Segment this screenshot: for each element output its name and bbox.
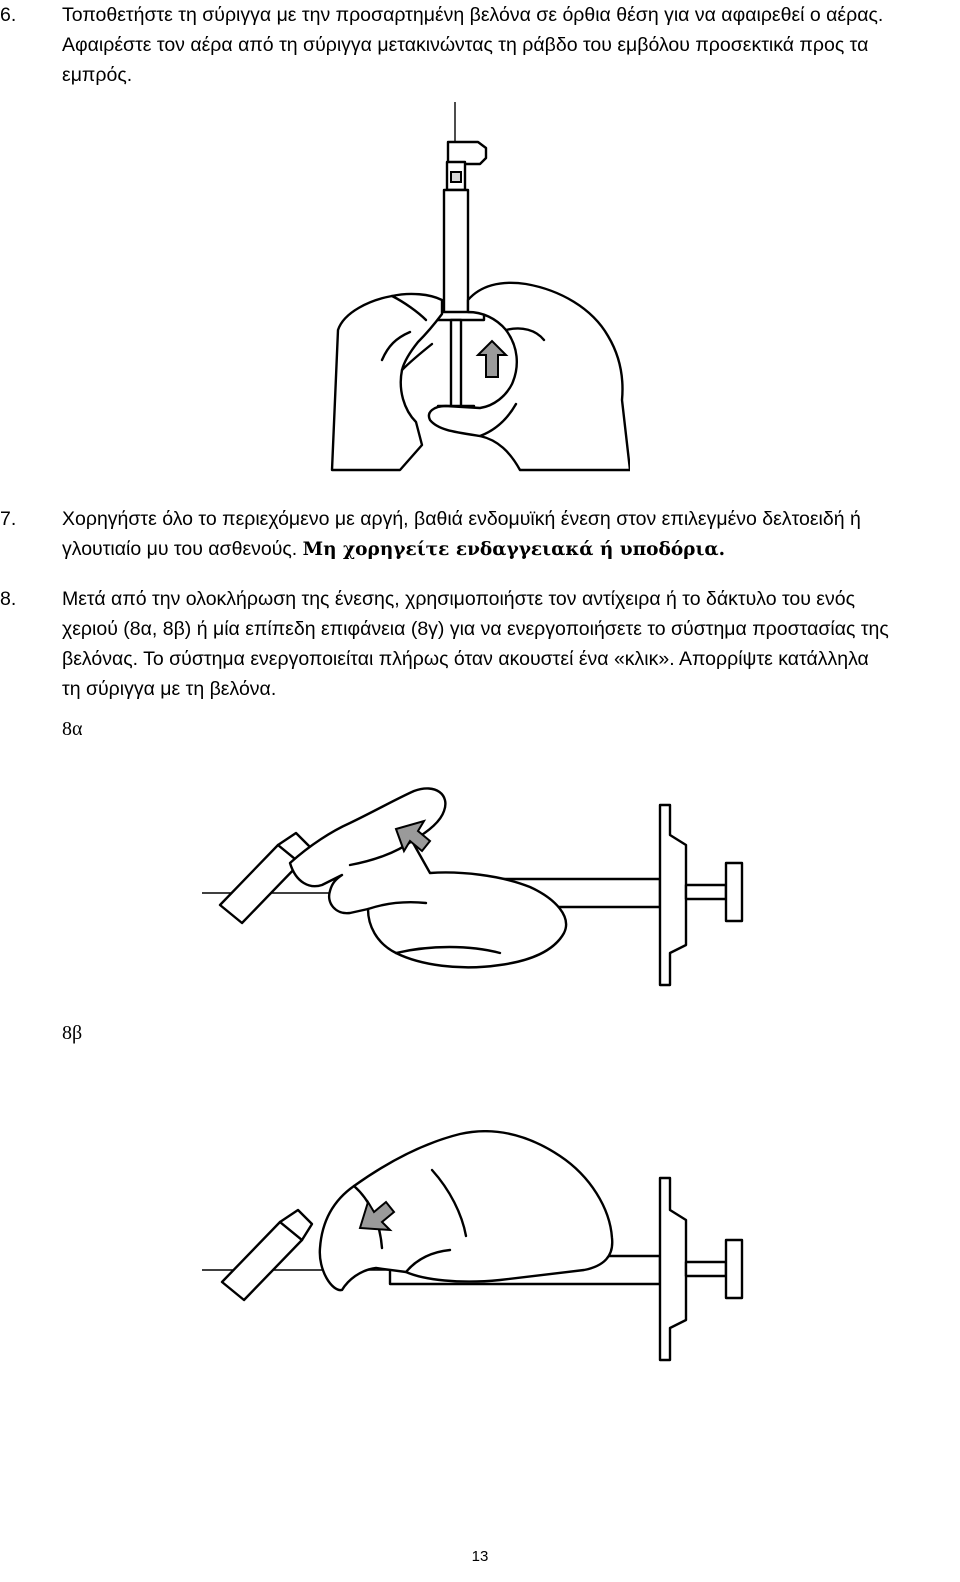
step-7-line: Χορηγήστε όλο το περιεχόμενο με αργή, βαθιά ενδομυϊκή ένεση στον επιλεγμένο δελτοειδή ή: [62, 508, 861, 530]
step-6-line: Αφαιρέστε τον αέρα από τη σύριγγα μετακινώντας τη ράβδο του εμβόλου προσεκτικά προς τα: [62, 34, 869, 56]
step-8-line: Μετά από την ολοκλήρωση της ένεσης, χρησιμοποιήστε τον αντίχειρα ή το δάκτυλο του ενός: [62, 588, 855, 610]
step-8-line: τη σύριγγα με τη βελόνα.: [62, 678, 277, 700]
up-arrow-icon: [478, 341, 506, 377]
figure-label-8a: 8α: [62, 718, 83, 740]
step-6-text: [62, 0, 960, 90]
page-number: 13: [471, 1548, 489, 1565]
step-7-text: [62, 504, 960, 565]
step-7-warning: Μη χορηγείτε ενδαγγειακά ή υποδόρια.: [302, 539, 726, 560]
syringe-upright-illustration: [330, 100, 630, 490]
step-8-number: 8.: [0, 588, 17, 610]
figure-8a-thumb-activation: [200, 775, 760, 1005]
figure-label-8b: 8β: [62, 1022, 83, 1044]
figure-8b-finger-activation: [200, 1130, 760, 1370]
step-6-line: Τοποθετήστε τη σύριγγα με την προσαρτημένη βελόνα σε όρθια θέση για να αφαιρεθεί ο αέρας.: [62, 4, 884, 26]
step-7-line-2: [62, 534, 960, 565]
step-8-line: χεριού (8α, 8β) ή μία επίπεδη επιφάνεια (8γ) για να ενεργοποιήσετε το σύστημα προστασίας της: [62, 618, 889, 640]
step-7-line-end: γλουτιαίο μυ του ασθενούς.: [62, 538, 298, 560]
step-7-number: 7.: [0, 508, 17, 530]
step-6-line: εμπρός.: [62, 64, 133, 86]
step-6-number: 6.: [0, 4, 17, 26]
step-8-line: βελόνας. Το σύστημα ενεργοποιείται πλήρως όταν ακουστεί ένα «κλικ». Απορρίψτε κατάλληλα: [62, 648, 869, 670]
step-8-text: [62, 584, 960, 704]
